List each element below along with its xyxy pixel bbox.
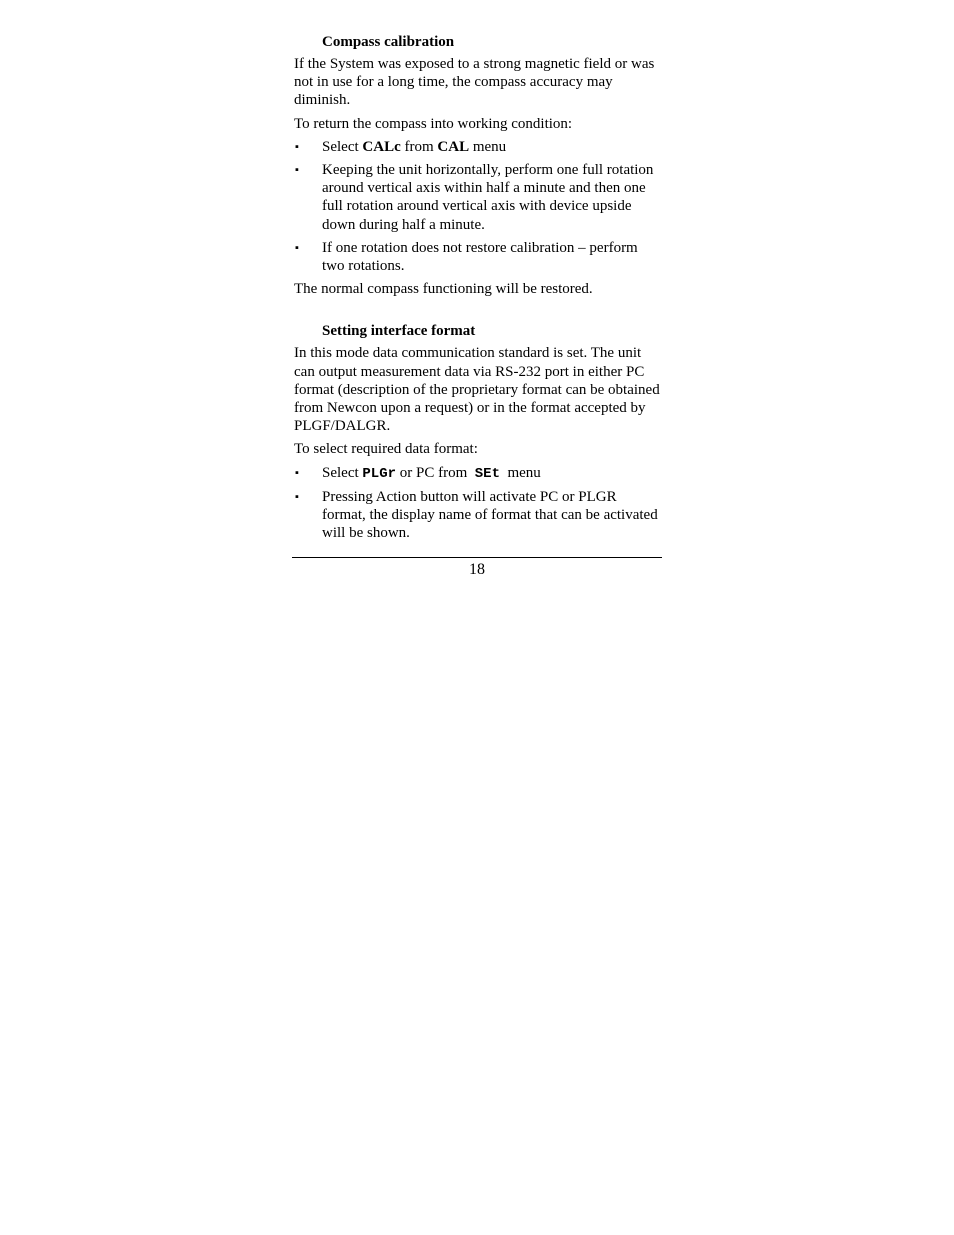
compass-closing-paragraph: The normal compass functioning will be restored. [294,281,593,298]
list-item [294,138,660,156]
interface-format-heading: Setting interface format [322,323,476,340]
document-page [294,33,660,547]
step-text: Keeping the unit horizontally, perform one full rotation around vertical axis within half a minute and then one full rotation around vertical axis with device upside down during half a minute. [322,162,654,233]
interface-intro-paragraph: In this mode data communication standard is set. The unit can output measurement data via RS-232 port in either PC format (description of the proprietary format can be obtained from Newcon upon a request) or in the format accepted by PLGF/DALGR. [294,345,660,435]
menu-item-plgr: PLGr [362,465,397,482]
list-item [294,488,660,543]
bullet-icon: ▪ [295,140,299,153]
step-text: menu [469,138,507,155]
menu-item-calc: CALc [362,138,401,155]
bullet-icon: ▪ [295,164,299,177]
section-spacer [294,303,660,322]
step-text: Select [322,138,363,155]
step-text: Select [322,464,363,481]
bullet-icon: ▪ [295,466,299,479]
step-text: If one rotation does not restore calibration – perform two rotations. [322,239,638,275]
list-item [294,161,660,234]
compass-calibration-heading: Compass calibration [322,34,455,50]
compass-lead-paragraph: To return the compass into working condition: [294,115,573,132]
interface-lead-paragraph: To select required data format: [294,441,478,458]
menu-name-set: SEt [474,465,500,482]
list-item [294,239,660,275]
compass-intro-paragraph: If the System was exposed to a strong magnetic field or was not in use for a long time, the compass accuracy may diminish. [294,56,655,109]
footer-divider [292,557,662,558]
step-text: or PC from [396,464,472,481]
compass-steps-list [294,138,660,275]
menu-name-cal: CAL [437,138,470,155]
bullet-icon: ▪ [295,490,299,503]
step-text: from [400,138,438,155]
page-number: 18 [469,561,485,578]
step-text: menu [503,464,541,481]
list-item [294,464,660,483]
step-text: Pressing Action button will activate PC or PLGR format, the display name of format that can be activated will be shown. [322,488,658,542]
bullet-icon: ▪ [295,241,299,254]
interface-steps-list [294,464,660,543]
